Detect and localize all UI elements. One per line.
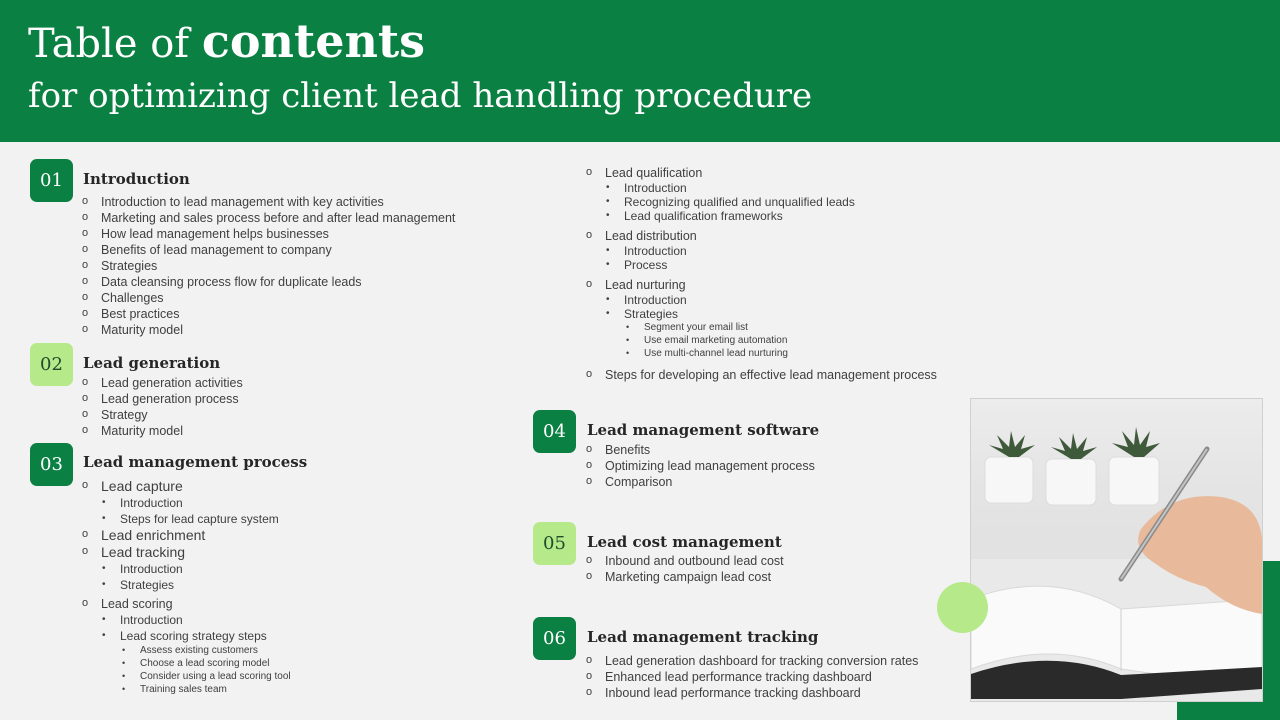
- lead-management-process-continued-list: [586, 165, 937, 383]
- list-item: o Marketing campaign lead cost: [586, 569, 784, 585]
- list-item: o Inbound lead performance tracking dashboard: [586, 685, 918, 701]
- title-prefix: Table of: [28, 21, 190, 67]
- lead-management-tracking-list: [586, 653, 918, 701]
- list-item: o Maturity model: [82, 423, 243, 439]
- section-title-lead-management-process: Lead management process: [83, 453, 308, 471]
- photo-illustration: [971, 399, 1262, 701]
- list-item: o Benefits of lead management to company: [82, 242, 455, 258]
- header-banner: [0, 0, 1280, 142]
- list-item: o Lead tracking: [82, 544, 291, 561]
- section-number-04: 04: [533, 410, 576, 453]
- list-item: o Lead generation activities: [82, 375, 243, 391]
- list-item: o Enhanced lead performance tracking dashboard: [586, 669, 918, 685]
- list-item: o Lead nurturing: [586, 277, 937, 293]
- section-title-lead-generation: Lead generation: [83, 354, 221, 372]
- list-item: • Lead qualification frameworks: [586, 209, 937, 223]
- list-item: o Marketing and sales process before and after lead management: [82, 210, 455, 226]
- plant-pot-1: [985, 431, 1035, 503]
- list-item: o Lead enrichment: [82, 527, 291, 544]
- list-item: • Lead scoring strategy steps: [82, 628, 291, 644]
- section-number-03: 03: [30, 443, 73, 486]
- section-number-06: 06: [533, 617, 576, 660]
- list-item: o Inbound and outbound lead cost: [586, 553, 784, 569]
- list-item: • Introduction: [586, 244, 937, 258]
- section-title-lead-cost-management: Lead cost management: [587, 533, 782, 551]
- list-item: o Lead generation process: [82, 391, 243, 407]
- list-item: • Choose a lead scoring model: [82, 657, 291, 670]
- list-item: • Introduction: [586, 181, 937, 195]
- section-number-05: 05: [533, 522, 576, 565]
- list-item: • Recognizing qualified and unqualified leads: [586, 195, 937, 209]
- lead-management-process-list: [82, 478, 291, 696]
- list-item: o Lead scoring: [82, 596, 291, 612]
- list-item: o Steps for developing an effective lead management process: [586, 367, 937, 383]
- section-title-introduction: Introduction: [83, 170, 190, 188]
- list-item: o Introduction to lead management with key activities: [82, 194, 455, 210]
- list-item: o Comparison: [586, 474, 815, 490]
- list-item: o Challenges: [82, 290, 455, 306]
- lead-generation-list: [82, 375, 243, 439]
- section-title-lead-management-software: Lead management software: [587, 421, 820, 439]
- list-item: o Lead distribution: [586, 228, 937, 244]
- hand-writing-photo: [970, 398, 1263, 702]
- lead-management-software-list: [586, 442, 815, 490]
- list-item: • Use email marketing automation: [586, 334, 937, 347]
- section-number-01: 01: [30, 159, 73, 202]
- plant-pot-3: [1109, 427, 1160, 505]
- list-item: • Training sales team: [82, 683, 291, 696]
- plant-pot-2: [1046, 433, 1097, 505]
- decorative-circle: [937, 582, 988, 633]
- section-title-lead-management-tracking: Lead management tracking: [587, 628, 819, 646]
- page-subtitle: for optimizing client lead handling procedure: [28, 76, 813, 116]
- list-item: o Lead qualification: [586, 165, 937, 181]
- list-item: • Introduction: [82, 612, 291, 628]
- lead-cost-management-list: [586, 553, 784, 585]
- list-item: o Strategy: [82, 407, 243, 423]
- list-item: • Use multi-channel lead nurturing: [586, 347, 937, 360]
- list-item: • Introduction: [82, 561, 291, 577]
- list-item: o Data cleansing process flow for duplicate leads: [82, 274, 455, 290]
- list-item: o Optimizing lead management process: [586, 458, 815, 474]
- section-number-02: 02: [30, 343, 73, 386]
- list-item: o Best practices: [82, 306, 455, 322]
- page-title: [28, 14, 425, 68]
- list-item: o Maturity model: [82, 322, 455, 338]
- list-item: o How lead management helps businesses: [82, 226, 455, 242]
- list-item: o Lead capture: [82, 478, 291, 495]
- list-item: • Consider using a lead scoring tool: [82, 670, 291, 683]
- list-item: • Steps for lead capture system: [82, 511, 291, 527]
- list-item: • Assess existing customers: [82, 644, 291, 657]
- list-item: • Introduction: [586, 293, 937, 307]
- list-item: • Strategies: [586, 307, 937, 321]
- list-item: o Strategies: [82, 258, 455, 274]
- list-item: o Lead generation dashboard for tracking conversion rates: [586, 653, 918, 669]
- list-item: • Process: [586, 258, 937, 272]
- list-item: • Introduction: [82, 495, 291, 511]
- list-item: • Segment your email list: [586, 321, 937, 334]
- list-item: o Benefits: [586, 442, 815, 458]
- introduction-list: [82, 194, 455, 338]
- title-bold: contents: [201, 14, 426, 68]
- list-item: • Strategies: [82, 577, 291, 593]
